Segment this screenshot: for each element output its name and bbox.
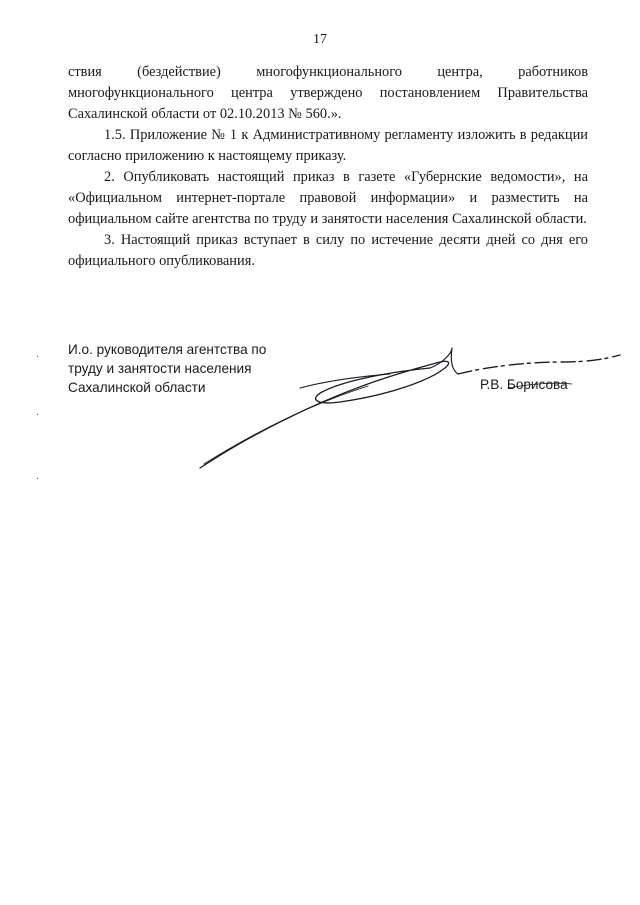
margin-mark: · <box>36 410 40 421</box>
page-number: 17 <box>313 32 327 47</box>
handwritten-signature <box>190 340 630 490</box>
paragraph-1-5: 1.5. Приложение № 1 к Административному регламенту изложить в редакции согласно приложению к настоящему приказу. <box>68 127 588 164</box>
margin-mark: · <box>36 474 40 485</box>
signatory-position-line: труду и занятости населения <box>68 361 252 376</box>
signatory-name: Р.В. Борисова <box>480 377 568 392</box>
paragraph-3: 3. Настоящий приказ вступает в силу по истечение десяти дней со дня его официального опубликования. <box>68 232 588 269</box>
signatory-position-line: Сахалинской области <box>68 380 206 395</box>
paragraph-2: 2. Опубликовать настоящий приказ в газете «Губернские ведомости», на «Официальном интернет-портале правовой информации» и разместить на официальном сайте агентства по труду и занятости населения Сахалинской области. <box>68 169 588 227</box>
margin-mark: · <box>36 352 40 363</box>
signatory-position-line: И.о. руководителя агентства по <box>68 342 267 357</box>
document-body <box>68 62 588 272</box>
paragraph-continuation: ствия (бездействие) многофункционального центра, работников многофункционального центра утверждено постановлением Правительства Сахалинской области от 02.10.2013 № 560.». <box>68 64 588 122</box>
